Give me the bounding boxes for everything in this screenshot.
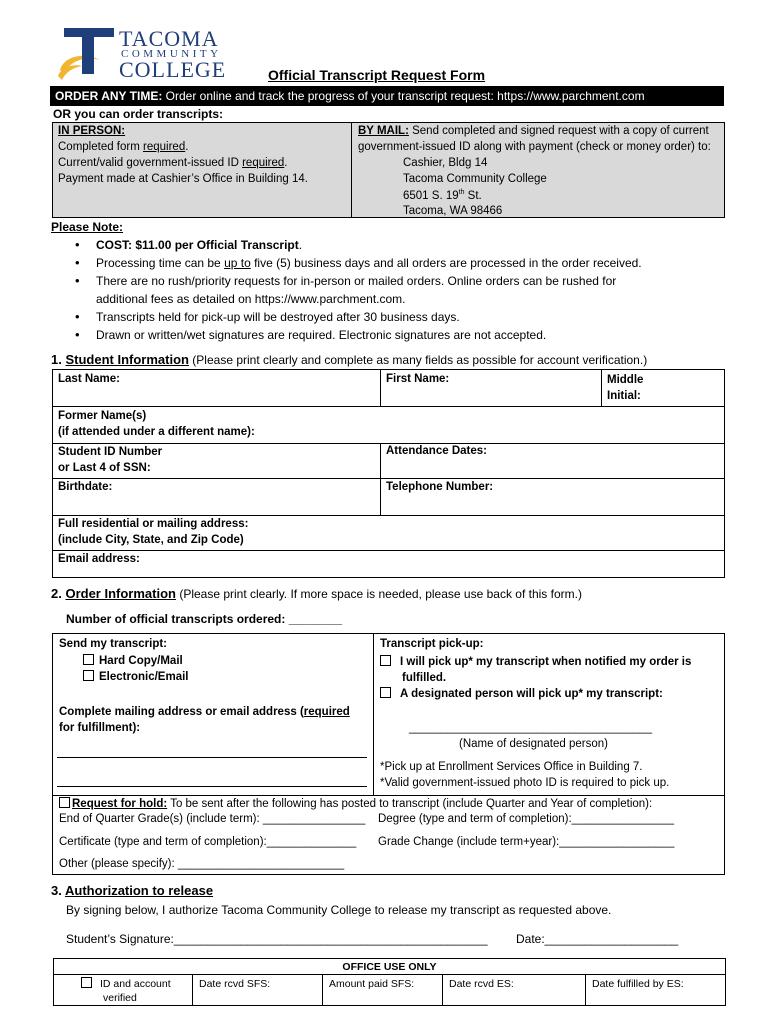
in-person-line1-end: . <box>185 141 189 153</box>
order-table <box>52 633 725 796</box>
banner-label: ORDER ANY TIME: <box>55 89 163 103</box>
note-cost-text: COST: $11.00 per Official Transcript <box>96 238 299 252</box>
electronic-option[interactable] <box>83 670 188 683</box>
section1-number: 1. <box>51 352 66 367</box>
by-mail-line1 <box>358 125 709 137</box>
id-verified-label: ID and account <box>100 978 171 990</box>
office-use-table <box>53 958 726 1006</box>
date-rcvd-sfs-field[interactable]: Date rcvd SFS: <box>199 978 271 990</box>
mail-address-street: 6501 S. 19 <box>403 189 459 202</box>
section1-note: (Please print clearly and complete as many fields as possible for account verification.) <box>188 353 648 367</box>
mailing-instruction-text-2: for fulfillment): <box>59 722 141 734</box>
in-person-heading: IN PERSON: <box>58 125 126 137</box>
logo-text-community: COMMUNITY <box>121 48 222 60</box>
address-field[interactable] <box>58 516 248 548</box>
attendance-dates-field[interactable]: Attendance Dates: <box>386 445 487 457</box>
or-order-line: OR you can order transcripts: <box>53 107 224 121</box>
pickup-note-id: *Valid government-issued photo ID is required to pick up. <box>380 777 670 789</box>
mail-address-line1: Cashier, Bldg 14 <box>403 157 488 169</box>
in-person-box <box>52 122 351 218</box>
in-person-line2-end: . <box>284 157 288 169</box>
first-name-field[interactable]: First Name: <box>386 373 450 385</box>
electronic-checkbox[interactable] <box>83 670 94 681</box>
in-person-line1-text: Completed form <box>58 141 144 153</box>
signature-date-field[interactable]: Date:____________________ <box>516 932 679 946</box>
mailing-address-line-2[interactable] <box>57 786 367 787</box>
request-hold-text: To be sent after the following has posted to transcript (include Quarter and Year of completion): <box>167 798 653 810</box>
banner-text: Order online and track the progress of your transcript request: https://www.parchment.com <box>162 89 645 103</box>
note-processing-text: Processing time can be <box>96 256 225 270</box>
in-person-line1 <box>58 141 188 153</box>
birthdate-field[interactable]: Birthdate: <box>58 481 113 493</box>
mail-address-line3 <box>403 189 482 202</box>
amount-paid-sfs-field[interactable]: Amount paid SFS: <box>329 978 415 990</box>
request-hold-label: Request for hold: <box>72 798 168 810</box>
other-field[interactable]: Other (please specify): __________________________ <box>59 858 345 870</box>
request-hold-checkbox[interactable] <box>59 797 70 808</box>
section3-heading <box>51 883 213 898</box>
degree-field[interactable]: Degree (type and term of completion):________________ <box>378 813 675 825</box>
form-title: Official Transcript Request Form <box>268 67 486 83</box>
pickup-self-label: I will pick up* my transcript when notified my order is <box>400 656 692 668</box>
note-signatures: • Drawn or written/wet signatures are required. Electronic signatures are not accepted. <box>52 326 742 344</box>
by-mail-box <box>351 122 725 218</box>
pickup-designated-checkbox[interactable] <box>380 687 391 698</box>
hard-copy-checkbox[interactable] <box>83 654 94 665</box>
transcripts-count-field[interactable]: Number of official transcripts ordered: ________ <box>66 612 343 626</box>
note-rush <box>52 272 742 308</box>
section2-heading <box>51 586 582 601</box>
mailing-address-line-1[interactable] <box>57 757 367 758</box>
telephone-field[interactable]: Telephone Number: <box>386 481 494 493</box>
note-processing <box>52 254 742 272</box>
college-logo <box>56 26 231 82</box>
electronic-label: Electronic/Email <box>99 671 189 683</box>
authorization-statement: By signing below, I authorize Tacoma Community College to release my transcript as requested above. <box>66 903 612 917</box>
id-verified-option[interactable] <box>81 977 171 1005</box>
note-pickup: • Transcripts held for pick-up will be destroyed after 30 business days. <box>52 308 742 326</box>
section1-title: Student Information <box>65 352 189 367</box>
former-names-label-1: Former Name(s) <box>58 410 147 422</box>
mailing-address-instruction <box>59 704 350 736</box>
by-mail-heading: BY MAIL: <box>358 125 409 137</box>
send-transcript-heading: Send my transcript: <box>59 638 167 650</box>
section2-note: (Please print clearly. If more space is needed, please use back of this form.) <box>175 587 582 601</box>
pickup-note-location: *Pick up at Enrollment Services Office in Building 7. <box>380 761 643 773</box>
student-id-label-2: or Last 4 of SSN: <box>58 462 151 474</box>
note-rush-text: There are no rush/priority requests for in-person or mailed orders. Online orders can be rushed for <box>96 274 617 288</box>
in-person-line1-required: required <box>143 141 186 153</box>
please-note-heading: Please Note: <box>51 220 124 234</box>
former-names-field[interactable] <box>58 408 255 440</box>
email-field[interactable]: Email address: <box>58 553 140 565</box>
section3-number: 3. <box>51 883 65 898</box>
section2-title: Order Information <box>65 586 176 601</box>
designated-person-caption: (Name of designated person) <box>459 738 608 750</box>
student-info-table <box>52 369 725 578</box>
in-person-line2-required: required <box>242 157 285 169</box>
mail-address-suffix: th <box>458 189 465 196</box>
section2-number: 2. <box>51 586 66 601</box>
section3-title: Authorization to release <box>64 883 214 898</box>
id-verified-checkbox[interactable] <box>81 977 92 988</box>
in-person-line2-text: Current/valid government-issued ID <box>58 157 243 169</box>
student-id-label-1: Student ID Number <box>58 446 163 458</box>
signature-field[interactable]: Student’s Signature:_______________________________________________ <box>66 932 488 946</box>
hard-copy-option[interactable] <box>83 654 183 667</box>
last-name-field[interactable]: Last Name: <box>58 373 120 385</box>
request-hold-box <box>52 795 725 875</box>
mail-address-st: St. <box>464 189 482 202</box>
note-processing-rest: five (5) business days and all orders are processed in the order received. <box>250 256 642 270</box>
mailing-instruction-required: required <box>303 706 350 718</box>
please-note-list <box>52 236 742 344</box>
section1-heading <box>51 352 647 367</box>
order-online-banner <box>50 86 724 106</box>
office-use-heading: OFFICE USE ONLY <box>342 961 437 973</box>
end-quarter-field[interactable]: End of Quarter Grade(s) (include term): ________________ <box>59 813 366 825</box>
pickup-self-option[interactable] <box>380 654 691 686</box>
date-rcvd-es-field[interactable]: Date rcvd ES: <box>449 978 514 990</box>
date-fulfilled-es-field[interactable]: Date fulfilled by ES: <box>592 978 684 990</box>
pickup-self-label-2: fulfilled. <box>402 672 447 684</box>
request-hold-line[interactable] <box>59 797 652 810</box>
middle-initial-label-1: Middle <box>607 374 644 386</box>
pickup-designated-option[interactable] <box>380 687 663 700</box>
student-id-field[interactable] <box>58 444 162 476</box>
address-label-1: Full residential or mailing address: <box>58 518 249 530</box>
college-logo-mark <box>56 26 118 82</box>
note-processing-upto: up to <box>224 256 251 270</box>
pickup-designated-label: A designated person will pick up* my transcript: <box>400 688 663 700</box>
mail-address-line2: Tacoma Community College <box>403 173 547 185</box>
former-names-label-2: (if attended under a different name): <box>58 426 255 438</box>
note-cost: • COST: $11.00 per Official Transcript. <box>52 236 742 254</box>
middle-initial-label-2: Initial: <box>607 390 641 402</box>
note-rush-text-2: additional fees as detailed on https://www.parchment.com. <box>96 292 406 306</box>
logo-text-college: COLLEGE <box>119 57 227 82</box>
mailing-instruction-text: Complete mailing address or email address ( <box>59 706 304 718</box>
id-verified-label-2: verified <box>103 992 137 1004</box>
in-person-line2 <box>58 157 288 169</box>
middle-initial-field[interactable] <box>607 372 643 404</box>
by-mail-line2: government-issued ID along with payment (check or money order) to: <box>358 141 711 153</box>
pickup-self-checkbox[interactable] <box>380 655 391 666</box>
by-mail-line1-text: Send completed and signed request with a copy of current <box>408 125 709 137</box>
in-person-line3: Payment made at Cashier’s Office in Building 14. <box>58 173 308 185</box>
address-label-2: (include City, State, and Zip Code) <box>58 534 244 546</box>
certificate-field[interactable]: Certificate (type and term of completion):______________ <box>59 836 357 848</box>
logo-text-tacoma: TACOMA <box>119 26 219 51</box>
designated-person-field[interactable]: ______________________________________ <box>409 722 653 734</box>
hard-copy-label: Hard Copy/Mail <box>99 655 183 667</box>
mail-address-line4: Tacoma, WA 98466 <box>403 205 503 217</box>
grade-change-field[interactable]: Grade Change (include term+year):__________________ <box>378 836 675 848</box>
pickup-heading: Transcript pick-up: <box>380 638 484 650</box>
